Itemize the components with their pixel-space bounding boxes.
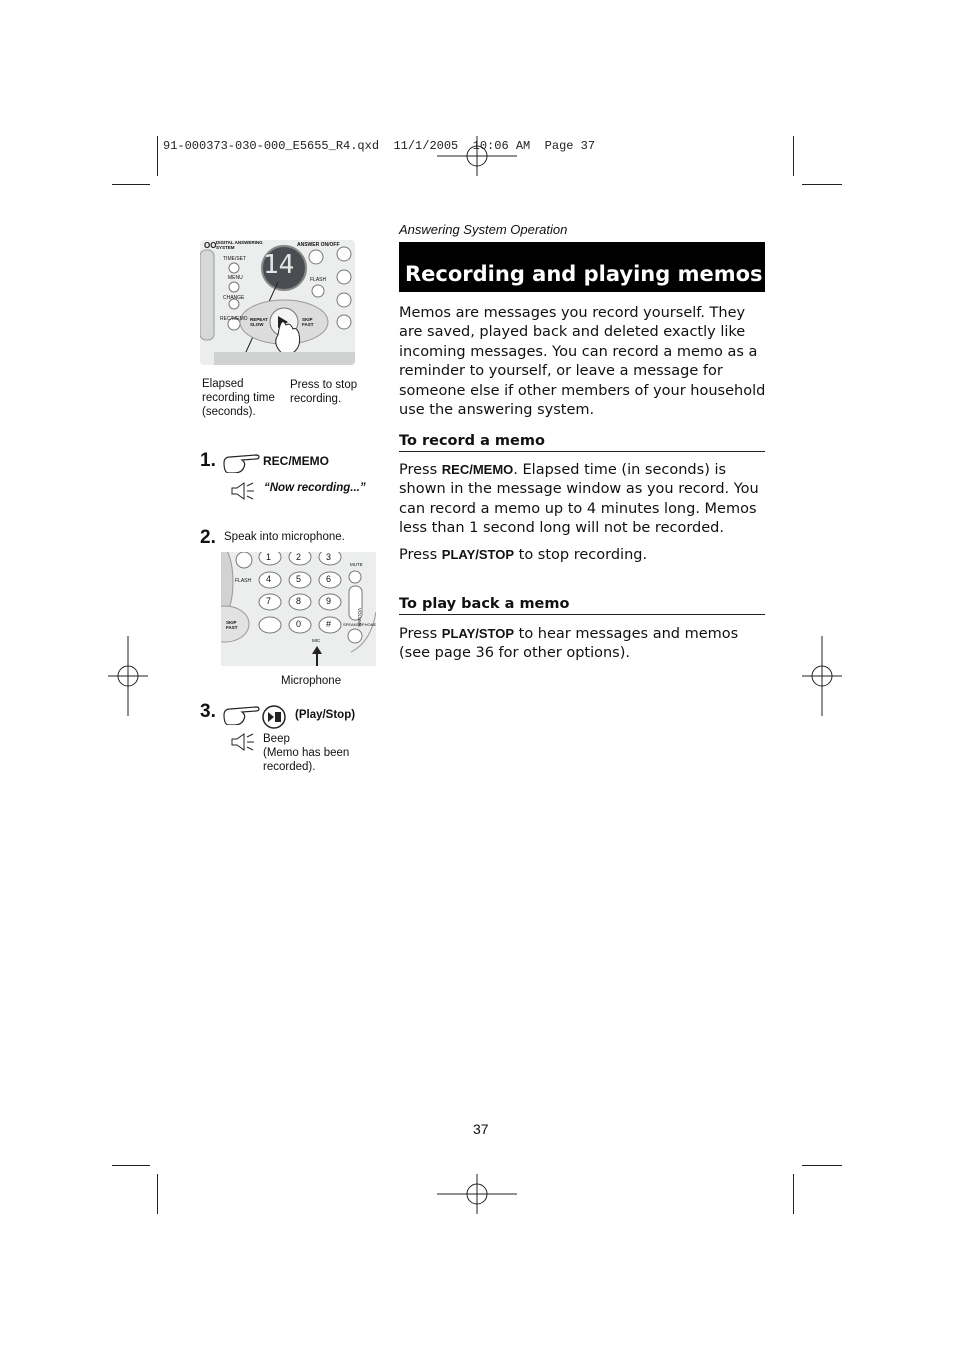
step-number: 2.: [200, 527, 216, 548]
crop-mark: [802, 1165, 842, 1166]
record-paragraph: [399, 460, 767, 539]
skip-fast-label: SKIP FAST: [226, 620, 238, 630]
keypad-key: #: [326, 619, 332, 629]
answering-panel-illustration: [200, 240, 355, 365]
beep-text: Beep: [263, 733, 290, 745]
text: Press: [399, 547, 442, 563]
microphone-caption: Microphone: [281, 675, 342, 687]
flash-label: FLASH: [310, 277, 327, 283]
page-title: Recording and playing memos: [405, 262, 763, 286]
elapsed-caption: Elapsed recording time (seconds).: [202, 378, 275, 418]
speakerphone-label: SPEAKERPHONE: [343, 622, 376, 627]
text: Press: [399, 626, 442, 642]
mic-label: MIC: [312, 638, 321, 643]
beep-note: (Memo has been recorded).: [263, 747, 350, 773]
file-slug: 91-000373-030-000_E5655_R4.qxd 11/1/2005 10:06 AM Page 37: [163, 139, 596, 153]
repeat-slow-label: REPEAT SLOW: [250, 317, 268, 327]
keypad-key: 2: [296, 552, 302, 562]
change-label: CHANGE: [223, 295, 245, 301]
crop-mark: [112, 1165, 150, 1166]
title-bar: [399, 242, 765, 292]
registration-mark-right: [802, 636, 842, 716]
message-window-display: 14: [263, 250, 295, 280]
text: . Elapsed time (in seconds) is shown in the message window as you record. You can record a memo up to 4 minutes long. Memos less than 1 second long will not be recorded.: [399, 462, 759, 537]
key-name: REC/MEMO: [441, 462, 514, 477]
answer-onoff-label: ANSWER ON/OFF: [297, 242, 340, 248]
step-text: Speak into microphone.: [224, 531, 345, 543]
menu-label: MENU: [228, 275, 243, 281]
crop-mark: [802, 184, 842, 185]
brand-line: DIGITAL ANSWERING SYSTEM: [216, 240, 263, 250]
registration-mark-left: [108, 636, 148, 716]
pointing-hand-icon: [222, 451, 260, 473]
step-number: 3.: [200, 701, 216, 722]
section-label: Answering System Operation: [399, 222, 568, 237]
keypad-key: 4: [266, 574, 272, 584]
speech-text: “Now recording...”: [264, 482, 366, 494]
keypad-key: 0: [296, 619, 302, 629]
text: to hear messages and memos (see page 36 for other options).: [399, 626, 739, 662]
keypad-key: 3: [326, 552, 332, 562]
keypad-key: 7: [266, 596, 272, 606]
step-key: (Play/Stop): [295, 709, 356, 721]
keypad-key: 1: [266, 552, 272, 562]
crop-mark: [793, 1174, 794, 1214]
svg-text:OO: OO: [204, 241, 217, 250]
keypad-key: 8: [296, 596, 302, 606]
record-heading: To record a memo: [399, 433, 765, 452]
intro-paragraph: Memos are messages you record yourself. They are saved, played back and deleted exactly like incoming messages. You can record a memo as a reminder to yourself, or leave a message for someone else if other members of your household use the answering system.: [399, 305, 766, 419]
stop-caption: Press to stop recording.: [290, 379, 358, 405]
speaker-icon: [230, 482, 256, 500]
page-number: 37: [473, 1121, 489, 1137]
skip-fast-label: SKIP FAST: [302, 317, 314, 327]
keypad-key: 6: [326, 574, 332, 584]
text: to stop recording.: [514, 547, 648, 563]
crop-mark: [157, 136, 158, 176]
crop-mark: [157, 1174, 158, 1214]
speaker-icon: [230, 733, 256, 751]
keypad-key: 5: [296, 574, 302, 584]
keypad-drawing: [221, 552, 376, 666]
stop-paragraph: [399, 545, 767, 565]
key-name: PLAY/STOP: [441, 547, 515, 562]
mute-label: MUTE: [350, 562, 363, 567]
playback-paragraph: [399, 624, 767, 664]
recmemo-label: REC/MEMO: [220, 316, 248, 322]
pointing-hand-icon: [222, 703, 260, 725]
crop-mark: [112, 184, 150, 185]
flash-label: FLASH: [235, 578, 252, 584]
registration-mark-bottom: [437, 1174, 517, 1214]
playback-heading: To play back a memo: [399, 596, 765, 615]
step-key: REC/MEMO: [263, 454, 329, 468]
play-stop-icon: [262, 705, 286, 729]
step-number: 1.: [200, 450, 216, 471]
keypad-illustration: [221, 552, 376, 666]
crop-mark: [793, 136, 794, 176]
keypad-key: 9: [326, 596, 332, 606]
text: Press: [399, 462, 442, 478]
volume-label: VOLUME: [357, 608, 362, 628]
time-set-label: TIME/SET: [223, 256, 247, 262]
key-name: PLAY/STOP: [441, 626, 515, 641]
